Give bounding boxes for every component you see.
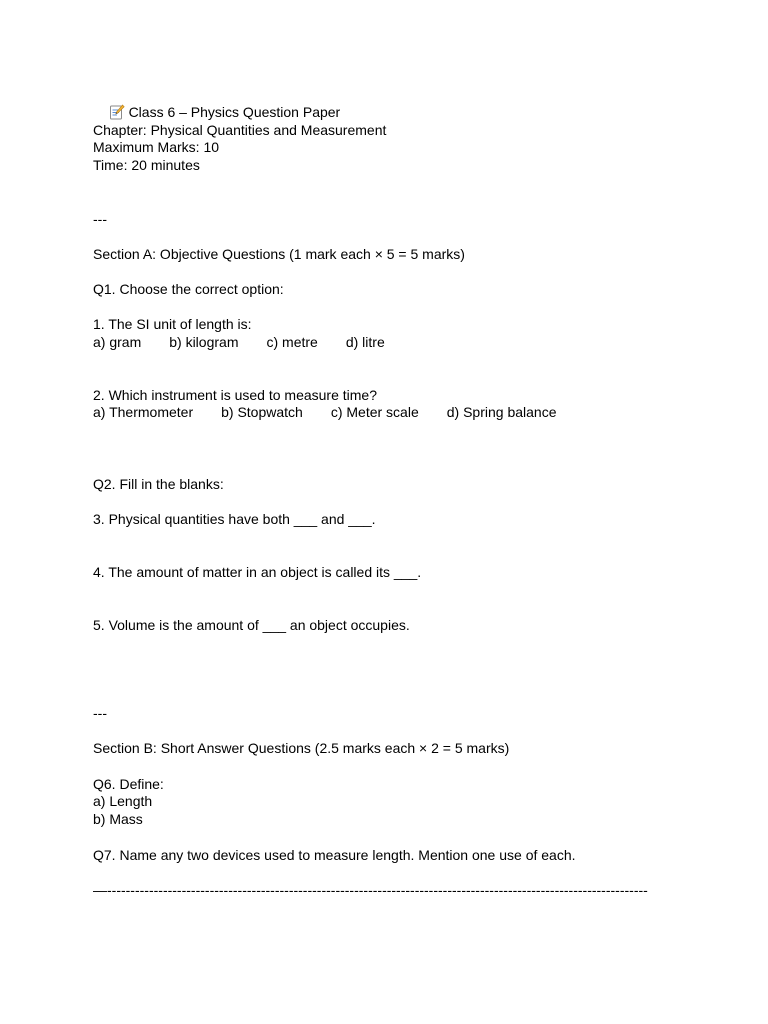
question-2: 2. Which instrument is used to measure time? <box>93 387 378 403</box>
option: c) metre <box>266 334 318 350</box>
footer-rule: —-------------------------------------------------------------------------------------------------------------------- <box>93 882 648 898</box>
question-2-options <box>93 404 557 421</box>
q1-prompt: Q1. Choose the correct option: <box>93 281 284 297</box>
option: a) gram <box>93 334 142 350</box>
option: b) Stopwatch <box>221 404 303 420</box>
section-b-heading: Section B: Short Answer Questions (2.5 marks each × 2 = 5 marks) <box>93 740 510 756</box>
q6-prompt: Q6. Define: <box>93 776 164 792</box>
max-marks-line: Maximum Marks: 10 <box>93 139 220 155</box>
option: b) kilogram <box>169 334 239 350</box>
question-1-options <box>93 334 385 351</box>
question-5: 5. Volume is the amount of ___ an object occupies. <box>93 617 410 633</box>
time-line: Time: 20 minutes <box>93 157 200 173</box>
separator: --- <box>93 211 107 227</box>
option: a) Thermometer <box>93 404 194 420</box>
question-7: Q7. Name any two devices used to measure length. Mention one use of each. <box>93 847 576 863</box>
option: c) Meter scale <box>330 404 419 420</box>
memo-icon <box>109 104 125 120</box>
option: d) Spring balance <box>446 404 557 420</box>
option: d) litre <box>345 334 385 350</box>
q6-part-b: b) Mass <box>93 811 143 827</box>
separator: --- <box>93 705 107 721</box>
q2-prompt: Q2. Fill in the blanks: <box>93 476 224 492</box>
question-4: 4. The amount of matter in an object is called its ___. <box>93 564 422 580</box>
chapter-line: Chapter: Physical Quantities and Measurement <box>93 122 387 138</box>
paper-title-text: Class 6 – Physics Question Paper <box>128 104 341 120</box>
question-1: 1. The SI unit of length is: <box>93 316 252 332</box>
section-a-heading: Section A: Objective Questions (1 mark each × 5 = 5 marks) <box>93 246 465 262</box>
q6-part-a: a) Length <box>93 793 153 809</box>
question-3: 3. Physical quantities have both ___ and ___. <box>93 511 376 527</box>
